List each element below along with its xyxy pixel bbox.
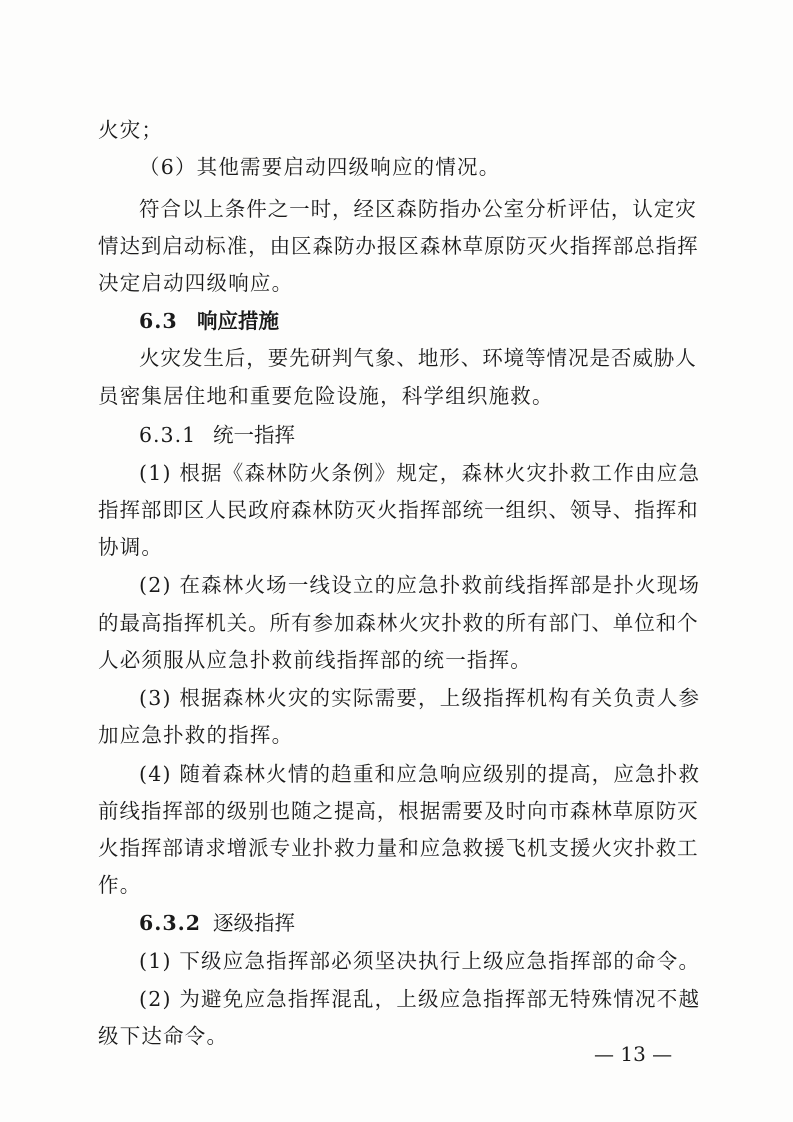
subsection-number: 6.3.1: [139, 423, 197, 447]
paragraph-line: 的最高指挥机关。所有参加森林火灾扑救的所有部门、单位和个: [98, 611, 699, 635]
paragraph-line: 加应急扑救的指挥。: [98, 723, 294, 747]
paragraph-line: 级下达命令。: [98, 1024, 229, 1048]
paragraph-line: (1) 根据《森林防火条例》规定，森林火灾扑救工作由应急: [139, 461, 701, 485]
section-heading-6-3: [139, 303, 279, 339]
paragraph-line: 前线指挥部的级别也随之提高，根据需要及时向市森林草原防灭: [98, 799, 699, 823]
section-title: 响应措施: [197, 309, 279, 333]
paragraph-line: 指挥部即区人民政府森林防灭火指挥部统一组织、领导、指挥和: [98, 498, 699, 522]
paragraph-line: (3) 根据森林火灾的实际需要，上级指挥机构有关负责人参: [139, 686, 701, 710]
paragraph-line: (4) 随着森林火情的趋重和应急响应级别的提高，应急扑救: [139, 762, 701, 786]
paragraph-line: (1) 下级应急指挥部必须坚决执行上级应急指挥部的命令。: [139, 949, 701, 973]
paragraph-line: 情达到启动标准，由区森防办报区森林草原防灭火指挥部总指挥: [98, 234, 699, 258]
paragraph-line: 火指挥部请求增派专业扑救力量和应急救援飞机支援火灾扑救工: [98, 836, 699, 860]
subsection-title: 统一指挥: [213, 423, 295, 447]
paragraph-line: 符合以上条件之一时，经区森防指办公室分析评估，认定灾: [139, 197, 697, 221]
subsection-heading-6-3-1: [139, 417, 295, 453]
subsection-number: 6.3.2: [139, 911, 202, 935]
paragraph-line: 作。: [98, 873, 142, 897]
paragraph-line: (2) 为避免应急指挥混乱，上级应急指挥部无特殊情况不越: [139, 987, 701, 1011]
paragraph-line: 协调。: [98, 535, 164, 559]
paragraph-line: 人必须服从应急扑救前线指挥部的统一指挥。: [98, 648, 532, 672]
section-number: 6.3: [139, 309, 178, 333]
page-number: — 13 —: [594, 1042, 673, 1066]
paragraph-line: （6）其他需要启动四级响应的情况。: [139, 155, 501, 179]
paragraph-line: 火灾发生后，要先研判气象、地形、环境等情况是否威胁人: [139, 346, 697, 370]
subsection-title: 逐级指挥: [213, 911, 295, 935]
paragraph-line: 火灾；: [98, 118, 164, 142]
paragraph-line: (2) 在森林火场一线设立的应急扑救前线指挥部是扑火现场: [139, 573, 701, 597]
paragraph-line: 决定启动四级响应。: [98, 271, 294, 295]
subsection-heading-6-3-2: [139, 905, 295, 941]
paragraph-line: 员密集居住地和重要危险设施，科学组织施救。: [98, 384, 554, 408]
